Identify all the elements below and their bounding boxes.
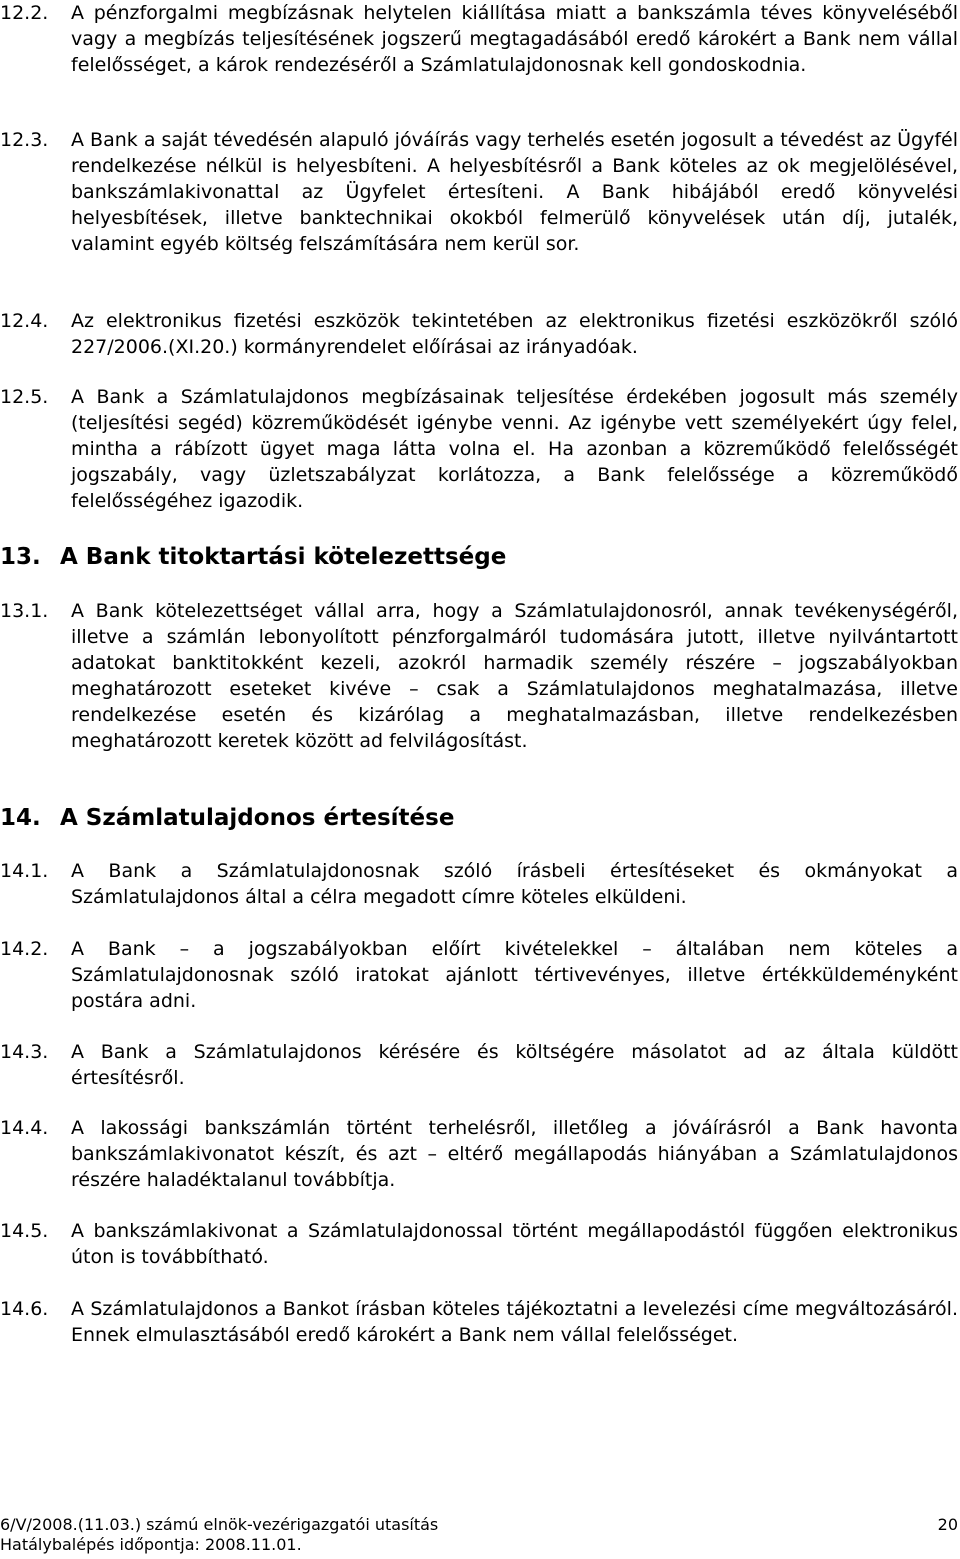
clause-number: 13.1. [0, 600, 49, 622]
clause-text: A bankszámlakivonat a Számlatulajdonossal történt megállapodástól függően elektronikus úton is továbbítható. [71, 1220, 958, 1268]
page-number: 20 [937, 1515, 958, 1534]
clause-text: A lakossági bankszámlán történt terhelésről, illetőleg a jóváírásról a Bank havonta bankszámlakivonatot készít, és azt – eltérő megállapodás hiányában a Számlatulajdonos részére haladéktalanul továbbítja. [71, 1117, 958, 1191]
clause-number: 14.4. [0, 1117, 49, 1139]
clause-text: A Bank a Számlatulajdonos kérésére és költségére másolatot ad az általa küldött értesítésről. [71, 1041, 958, 1089]
clause-number: 12.2. [0, 2, 49, 24]
clause-text: A Bank a saját tévedésén alapuló jóváírás vagy terhelés esetén jogosult a tévedést az Ügyfél rendelkezése nélkül is helyesbíteni. A helyesbítésről a Bank köteles az ok megjelölésével, bankszámlakivonattal az Ügyfelet értesíteni. A Bank hibájából eredő könyvelési helyesbítések, illetve banktechnikai okokból felmerülő könyvelések után díj, jutalék, valamint egyéb költség felszámítására nem kerül sor. [71, 129, 958, 255]
footer-effective-date: Hatálybalépés időpontja: 2008.11.01. [0, 1535, 302, 1554]
clause-12-4 [0, 308, 958, 360]
clause-12-3 [0, 127, 958, 257]
clause-number: 14.3. [0, 1041, 49, 1063]
clause-text: A Bank kötelezettséget vállal arra, hogy a Számlatulajdonosról, annak tevékenységéről, illetve a számlán lebonyolított pénzforgalmáról tudomására jutott, illetve nyilvántartott adatokat banktitokként kezeli, azokról harmadik személy részére – jogszabályokban meghatározott eseteket kivéve – csak a Számlatulajdonos meghatalmazása, illetve rendelkezése esetén és kizárólag a meghatalmazásban, illetve rendelkezésben meghatározott keretek között ad felvilágosítást. [71, 600, 958, 752]
clause-14-6 [0, 1296, 958, 1348]
clause-text: Az elektronikus fizetési eszközök tekintetében az elektronikus fizetési eszközökről szóló 227/2006.(XI.20.) kormányrendelet előírásai az irányadóak. [71, 310, 958, 358]
clause-number: 14.6. [0, 1298, 49, 1320]
clause-14-4 [0, 1115, 958, 1193]
clause-14-2 [0, 936, 958, 1014]
clause-number: 12.5. [0, 386, 49, 408]
clause-14-3 [0, 1039, 958, 1091]
clause-text: A Bank a Számlatulajdonosnak szóló írásbeli értesítéseket és okmányokat a Számlatulajdonos által a célra megadott címre köteles elküldeni. [71, 860, 958, 908]
clause-12-2 [0, 0, 958, 78]
section-title: A Számlatulajdonos értesítése [60, 805, 455, 831]
section-heading-13 [0, 543, 506, 571]
page-footer [0, 1515, 958, 1555]
clause-13-1 [0, 598, 958, 754]
clause-number: 14.5. [0, 1220, 49, 1242]
clause-12-5 [0, 384, 958, 514]
footer-directive: 6/V/2008.(11.03.) számú elnök-vezérigazgatói utasítás [0, 1515, 439, 1534]
clause-text: A Bank a Számlatulajdonos megbízásainak teljesítése érdekében jogosult más személy (teljesítési segéd) közreműködését igénybe venni. Az igénybe vett személyekért úgy felel, mintha a rábízott ügyet maga látta volna el. Ha azonban a közreműködő felelősségét jogszabály, vagy üzletszabályzat korlátozza, a Bank felelőssége a közreműködő felelősségéhez igazodik. [71, 386, 958, 512]
clause-14-1 [0, 858, 958, 910]
clause-number: 14.1. [0, 860, 49, 882]
clause-number: 14.2. [0, 938, 49, 960]
section-number: 14. [0, 805, 41, 831]
clause-14-5 [0, 1218, 958, 1270]
section-heading-14 [0, 804, 454, 832]
section-title: A Bank titoktartási kötelezettsége [60, 544, 507, 570]
clause-text: A pénzforgalmi megbízásnak helytelen kiállítása miatt a bankszámla téves könyveléséből vagy a megbízás teljesítésének jogszerű megtagadásából eredő károkért a Bank nem vállal felelősséget, a károk rendezéséről a Számlatulajdonosnak kell gondoskodnia. [71, 2, 958, 76]
clause-number: 12.4. [0, 310, 49, 332]
clause-text: A Bank – a jogszabályokban előírt kivételekkel – általában nem köteles a Számlatulajdonosnak szóló iratokat ajánlott tértivevényes, illetve értékküldeményként postára adni. [71, 938, 958, 1012]
clause-number: 12.3. [0, 129, 49, 151]
section-number: 13. [0, 544, 41, 570]
clause-text: A Számlatulajdonos a Bankot írásban köteles tájékoztatni a levelezési címe megváltozásáról. Ennek elmulasztásából eredő károkért a Bank nem vállal felelősséget. [71, 1298, 958, 1346]
